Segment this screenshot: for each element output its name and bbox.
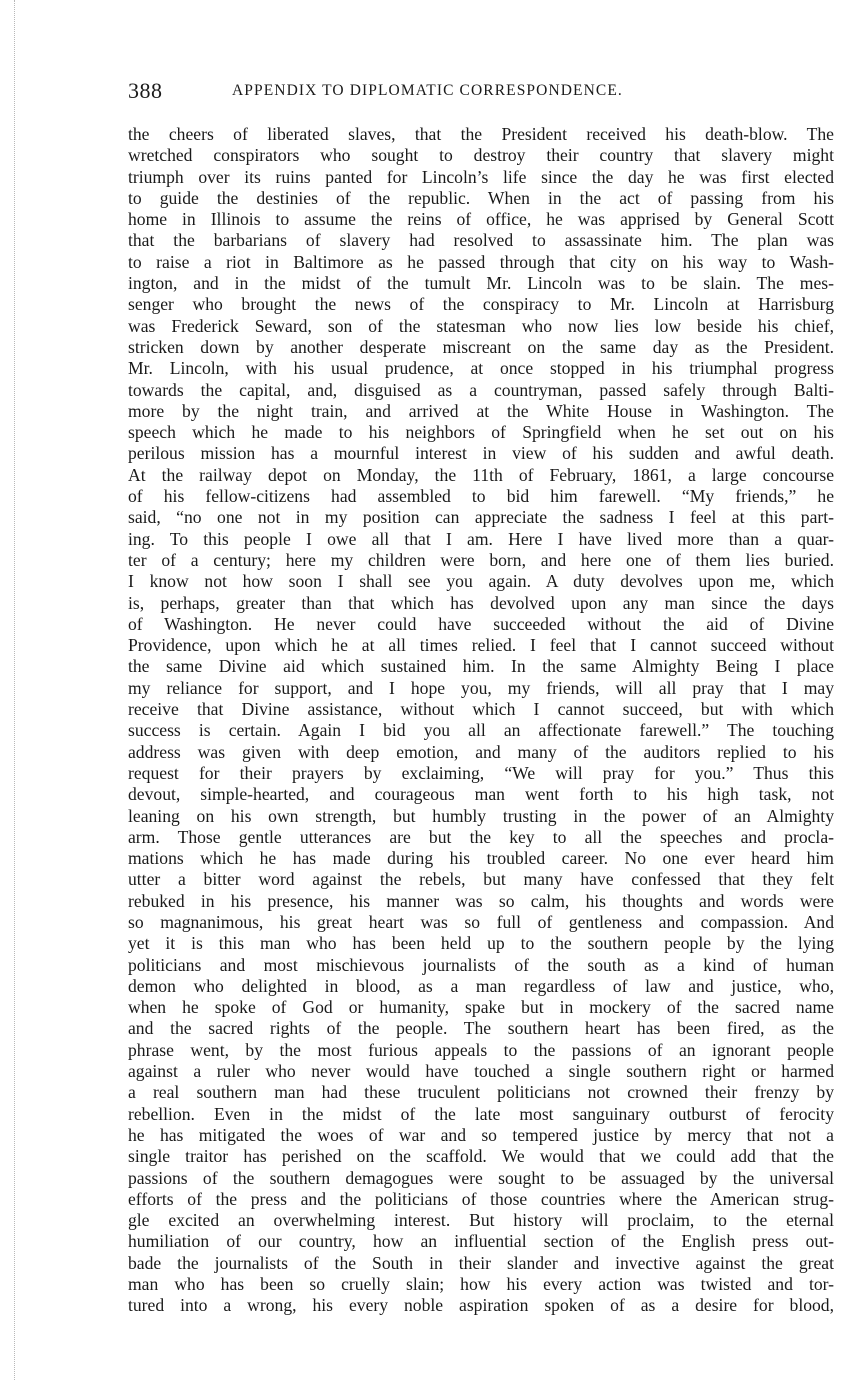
- body-text: [128, 124, 834, 1317]
- text-line: wretched conspirators who sought to destroy their country that slavery might: [128, 145, 834, 166]
- text-line: tured into a wrong, his every noble aspiration spoken of as a desire for blood,: [128, 1295, 834, 1316]
- text-line: ington, and in the midst of the tumult Mr. Lincoln was to be slain. The mes-: [128, 273, 834, 294]
- text-line: the cheers of liberated slaves, that the President received his death-blow. The: [128, 124, 834, 144]
- text-line: address was given with deep emotion, and many of the auditors replied to his: [128, 741, 834, 762]
- text-line: towards the capital, and, disguised as a countryman, passed safely through Balti-: [128, 379, 834, 400]
- text-line: home in Illinois to assume the reins of office, he was apprised by General Scott: [128, 209, 834, 230]
- text-line: the same Divine aid which sustained him. In the same Almighty Being I place: [128, 656, 834, 677]
- text-line: Providence, upon which he at all times relied. I feel that I cannot succeed without: [128, 635, 834, 656]
- text-line: passions of the southern demagogues were sought to be assuaged by the universal: [128, 1167, 834, 1188]
- text-line: yet it is this man who has been held up to the southern people by the lying: [128, 933, 834, 954]
- text-line: said, “no one not in my position can appreciate the sadness I feel at this part-: [128, 507, 834, 528]
- text-line: gle excited an overwhelming interest. But history will proclaim, to the eternal: [128, 1210, 834, 1231]
- text-line: Mr. Lincoln, with his usual prudence, at once stopped in his triumphal progress: [128, 358, 834, 379]
- text-line: single traitor has perished on the scaffold. We would that we could add that the: [128, 1146, 834, 1167]
- text-line: bade the journalists of the South in their slander and invective against the great: [128, 1252, 834, 1273]
- text-line: was Frederick Seward, son of the statesman who now lies low beside his chief,: [128, 315, 834, 336]
- text-line: receive that Divine assistance, without which I cannot succeed, but with which: [128, 699, 834, 720]
- text-line: of his fellow-citizens had assembled to bid him farewell. “My friends,” he: [128, 486, 834, 507]
- text-line: man who has been so cruelly slain; how his every action was twisted and tor-: [128, 1274, 834, 1295]
- text-line: senger who brought the news of the conspiracy to Mr. Lincoln at Harrisburg: [128, 294, 834, 315]
- text-line: and the sacred rights of the people. The southern heart has been fired, as the: [128, 1018, 834, 1039]
- text-line: At the railway depot on Monday, the 11th of February, 1861, a large concourse: [128, 464, 834, 485]
- text-line: a real southern man had these truculent politicians not crowned their frenzy by: [128, 1082, 834, 1103]
- text-line: request for their prayers by exclaiming, “We will pray for you.” Thus this: [128, 762, 834, 783]
- text-line: my reliance for support, and I hope you, my friends, will all pray that I may: [128, 677, 834, 698]
- text-line: triumph over its ruins panted for Lincoln’s life since the day he was first elected: [128, 166, 834, 187]
- text-line: of Washington. He never could have succeeded without the aid of Divine: [128, 613, 834, 634]
- text-line: politicians and most mischievous journalists of the south as a kind of human: [128, 954, 834, 975]
- text-line: against a ruler who never would have touched a single southern right or harmed: [128, 1061, 834, 1082]
- text-line: phrase went, by the most furious appeals to the passions of an ignorant people: [128, 1039, 834, 1060]
- text-line: when he spoke of God or humanity, spake but in mockery of the sacred name: [128, 997, 834, 1018]
- text-line: humiliation of our country, how an influential section of the English press out-: [128, 1231, 834, 1252]
- text-line: stricken down by another desperate miscreant on the same day as the President.: [128, 336, 834, 357]
- text-line: success is certain. Again I bid you all an affectionate farewell.” The touching: [128, 720, 834, 741]
- text-line: so magnanimous, his great heart was so full of gentleness and compassion. And: [128, 911, 834, 932]
- text-line: I know not how soon I shall see you again. A duty devolves upon me, which: [128, 571, 834, 592]
- text-line: is, perhaps, greater than that which has devolved upon any man since the days: [128, 592, 834, 613]
- text-line: more by the night train, and arrived at the White House in Washington. The: [128, 400, 834, 421]
- text-line: devout, simple-hearted, and courageous man went forth to his high task, not: [128, 784, 834, 805]
- text-line: rebuked in his presence, his manner was so calm, his thoughts and words were: [128, 890, 834, 911]
- text-line: rebellion. Even in the midst of the late most sanguinary outburst of ferocity: [128, 1103, 834, 1124]
- page-header: [128, 78, 840, 104]
- text-line: speech which he made to his neighbors of Springfield when he set out on his: [128, 422, 834, 443]
- text-line: demon who delighted in blood, as a man regardless of law and justice, who,: [128, 975, 834, 996]
- text-line: to guide the destinies of the republic. When in the act of passing from his: [128, 187, 834, 208]
- text-line: ing. To this people I owe all that I am. Here I have lived more than a quar-: [128, 528, 834, 549]
- text-line: that the barbarians of slavery had resolved to assassinate him. The plan was: [128, 230, 834, 251]
- text-line: arm. Those gentle utterances are but the key to all the speeches and procla-: [128, 826, 834, 847]
- text-line: mations which he has made during his troubled career. No one ever heard him: [128, 848, 834, 869]
- page-number: 388: [128, 78, 163, 103]
- text-line: utter a bitter word against the rebels, but many have confessed that they felt: [128, 869, 834, 890]
- text-line: ter of a century; here my children were born, and here one of them lies buried.: [128, 549, 834, 570]
- text-line: perilous mission has a mournful interest in view of his sudden and awful death.: [128, 443, 834, 464]
- running-title: APPENDIX TO DIPLOMATIC CORRESPONDENCE.: [232, 82, 623, 99]
- text-line: he has mitigated the woes of war and so tempered justice by mercy that not a: [128, 1124, 834, 1145]
- text-line: efforts of the press and the politicians of those countries where the American strug-: [128, 1188, 834, 1209]
- page-edge-line: [14, 0, 16, 1380]
- text-line: leaning on his own strength, but humbly trusting in the power of an Almighty: [128, 805, 834, 826]
- text-line: to raise a riot in Baltimore as he passed through that city on his way to Wash-: [128, 251, 834, 272]
